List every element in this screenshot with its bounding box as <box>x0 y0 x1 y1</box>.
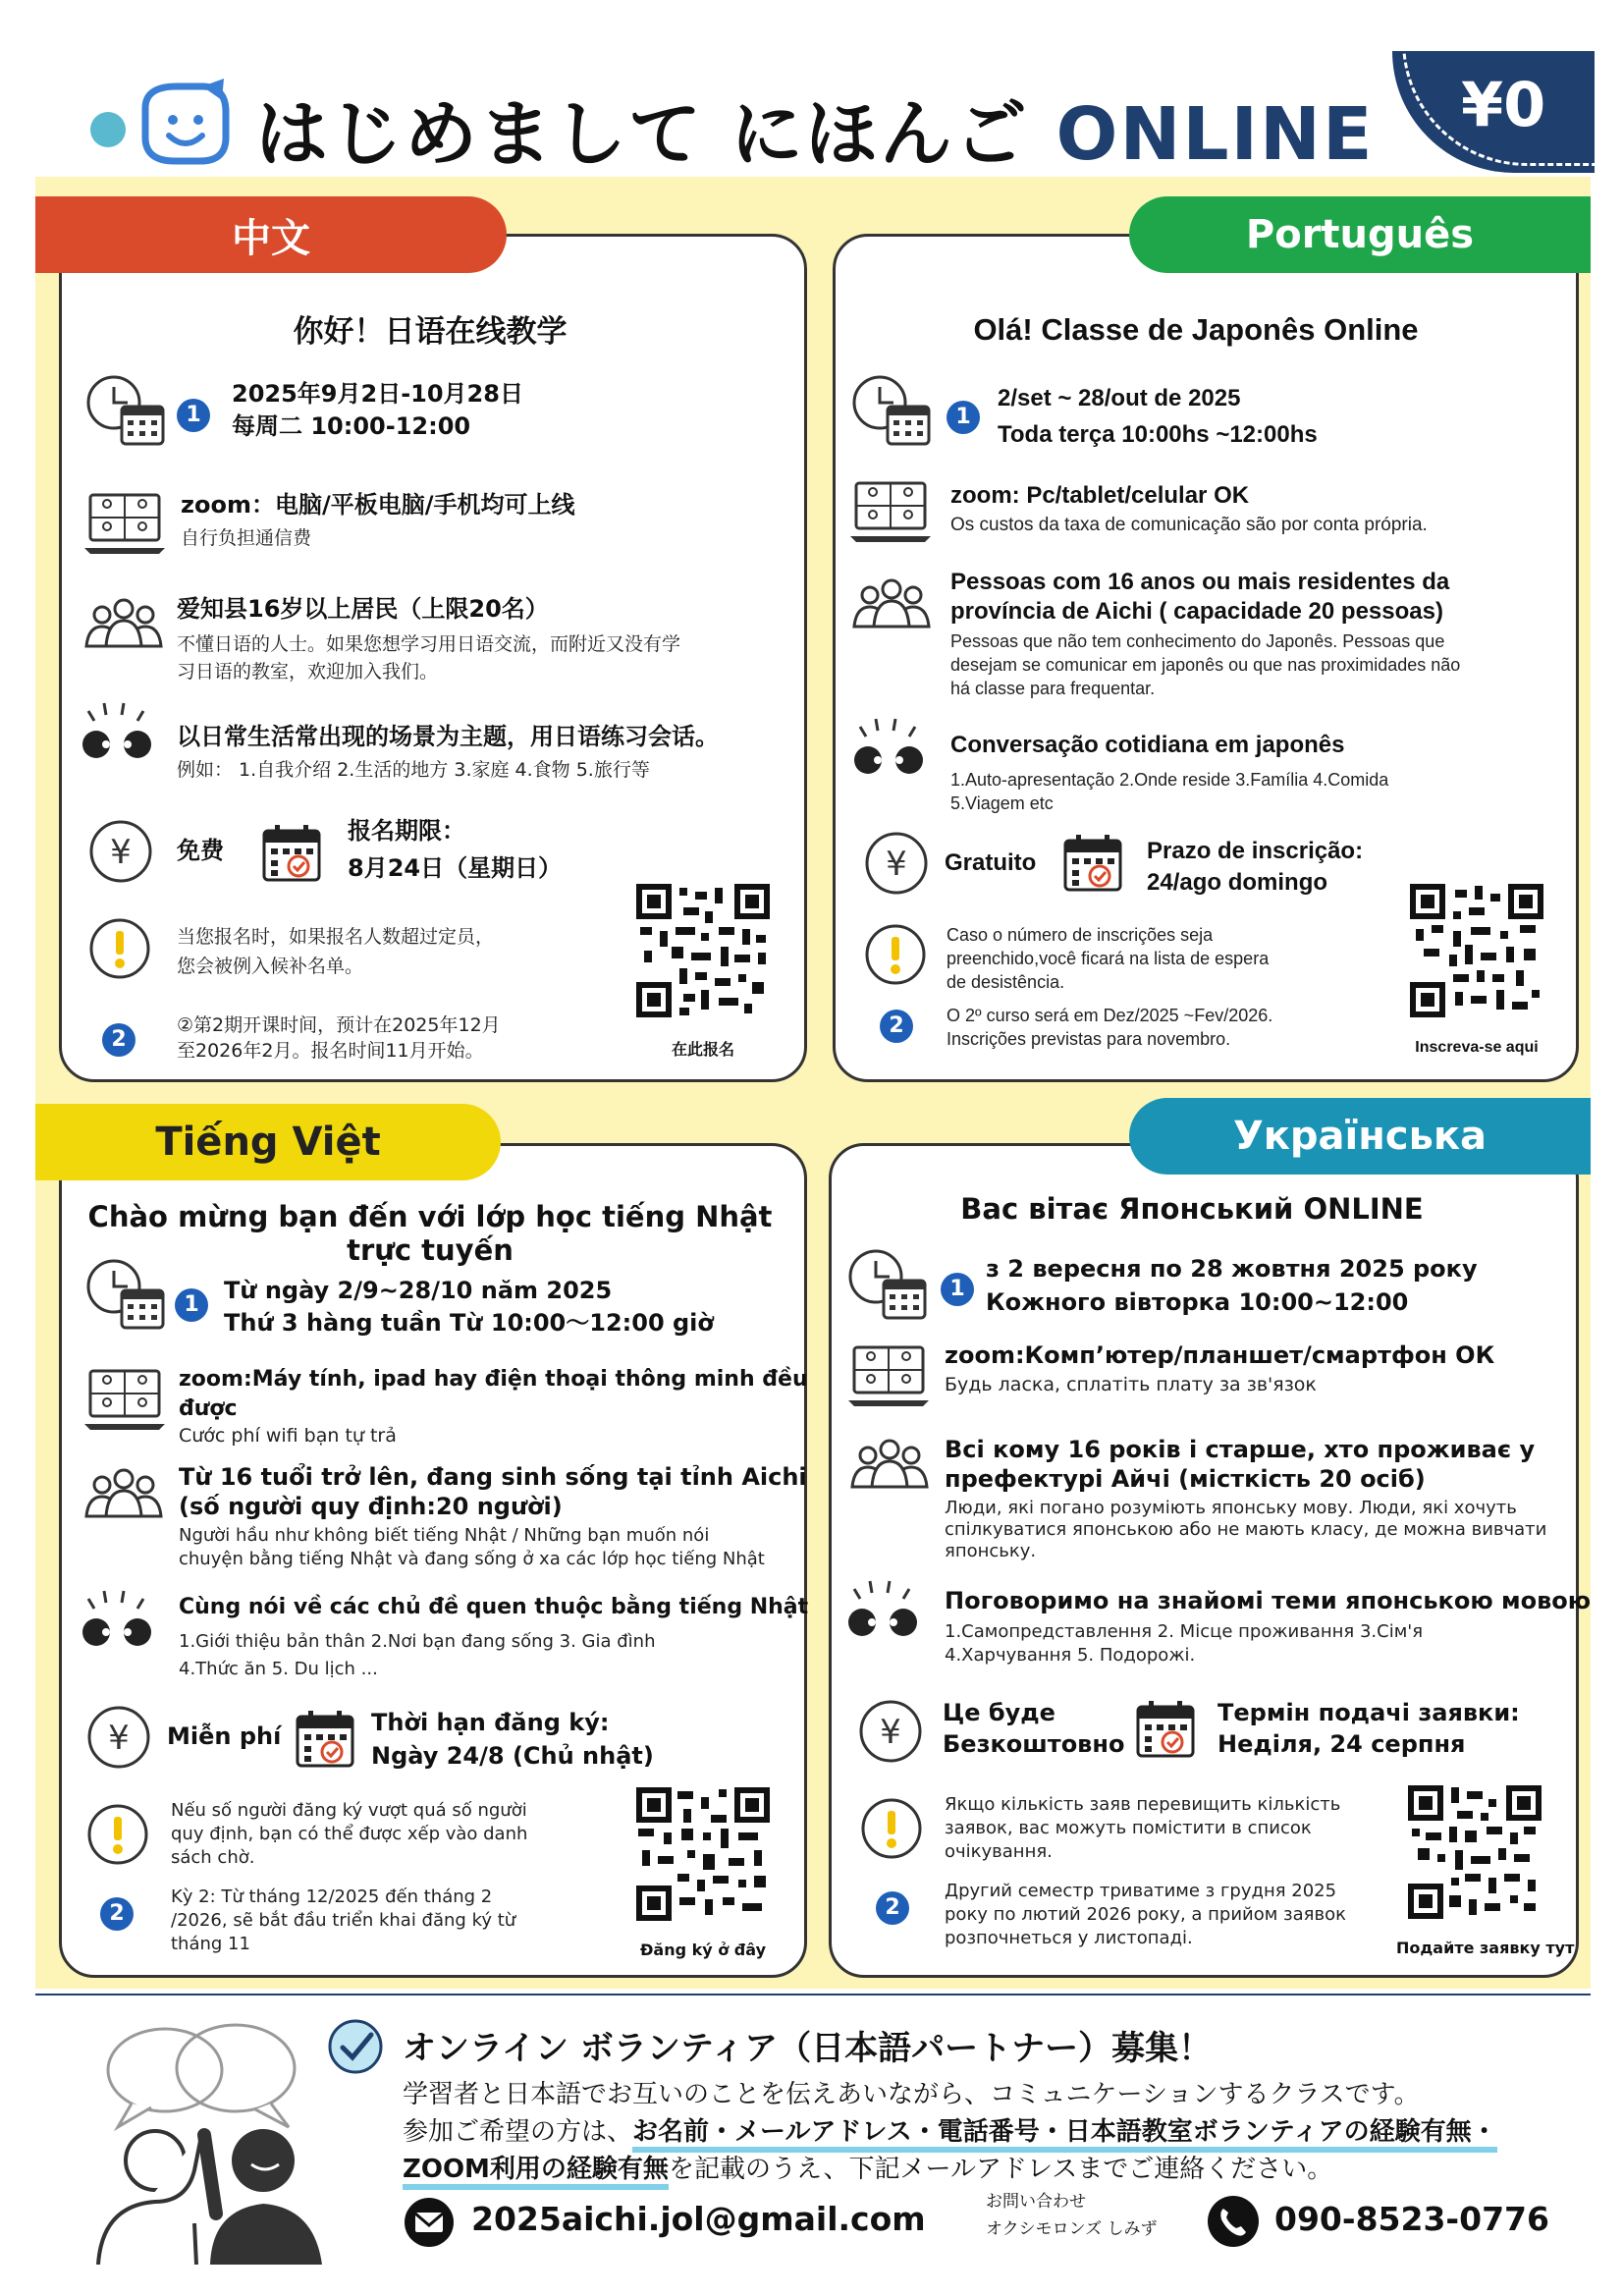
footer-line3-suffix: を記載のうえ、下記メールアドレスまでご連絡ください。 <box>668 2155 1333 2184</box>
conversation-icon <box>75 1585 159 1658</box>
deadline-calendar-icon <box>1135 1699 1196 1762</box>
footer-line2 <box>403 2111 1497 2148</box>
uk-device-sub: Будь ласка, сплатіть плату за зв'язок <box>945 1374 1317 1395</box>
term-1-badge: 1 <box>941 1273 974 1306</box>
footer-zoom-experience: ZOOM利用の経験有無 <box>403 2155 669 2190</box>
vi-title-line1: Chào mừng bạn đến với lớp học tiếng Nhật <box>87 1200 773 1233</box>
contact-email[interactable]: 2025aichi.jol@gmail.com <box>471 2200 926 2238</box>
pt-date-line1: 2/set ~ 28/out de 2025 <box>998 385 1241 411</box>
deadline-calendar-icon <box>295 1709 355 1772</box>
uk-target-sub3: японську. <box>945 1541 1037 1561</box>
calendar-clock-icon <box>850 373 933 452</box>
pt-device-main: zoom: Pc/tablet/celular OK <box>950 482 1250 509</box>
title-japanese: はじめまして にほんご <box>255 92 1029 177</box>
check-circle-icon <box>326 2017 385 2080</box>
term-2-badge: 2 <box>876 1891 909 1925</box>
vi-target-sub1: Người hầu như không biết tiếng Nhật / Những bạn muốn nói <box>179 1525 710 1546</box>
pt-target-sub2: desejam se comunicar em japonês ou que nas proximidades não <box>950 655 1461 675</box>
qr-code-ukrainian[interactable] <box>1408 1785 1542 1919</box>
uk-topic-sub2: 4.Харчування 5. Подорожі. <box>945 1645 1196 1666</box>
title-online: ONLINE <box>1055 92 1375 177</box>
vi-qr-label: Đăng ký ở đây <box>639 1941 766 1959</box>
uk-note1-line1: Якщо кількість заяв перевищить кількість <box>945 1794 1341 1815</box>
uk-target-main2: префектурі Айчі (місткість 20 осіб) <box>945 1465 1426 1493</box>
page-title <box>255 77 1375 181</box>
vi-note1-line3: sách chờ. <box>171 1847 255 1868</box>
uk-note1-line2: заявок, вас можуть помістити в список <box>945 1818 1312 1838</box>
term-2-badge: 2 <box>880 1010 913 1043</box>
footer-line2-prefix: 参加ご希望の方は、 <box>403 2117 633 2147</box>
tab-chinese <box>35 196 507 273</box>
video-meeting-icon <box>850 479 931 548</box>
uk-fee-line2: Безкоштовно <box>943 1730 1125 1758</box>
people-group-icon <box>82 597 165 654</box>
uk-title: Вас вітає Японський ONLINE <box>960 1192 1424 1226</box>
uk-fee-line1: Це буде <box>943 1699 1055 1726</box>
volunteers-illustration <box>79 2013 344 2265</box>
conversation-icon <box>846 713 931 786</box>
yen-icon <box>88 819 153 888</box>
vi-device-sub: Cước phí wifi bạn tự trả <box>179 1425 397 1447</box>
footer-divider <box>35 1994 1591 1995</box>
uk-note2-line2: року по лютий 2026 року, а прийом заявок <box>945 1904 1346 1925</box>
pt-note1-line3: de desistência. <box>947 972 1065 992</box>
term-1-badge: 1 <box>947 401 980 434</box>
zh-deadline-date: 8月24日（星期日） <box>348 854 563 882</box>
zh-fee: 免费 <box>177 837 224 864</box>
logo <box>86 79 234 167</box>
warning-icon <box>860 1797 923 1864</box>
svg-text:¥: ¥ <box>108 1719 130 1758</box>
pt-topic-sub1: 1.Auto-apresentação 2.Onde reside 3.Família 4.Comida <box>950 770 1389 790</box>
term-2-badge: 2 <box>102 1023 135 1057</box>
svg-text:¥: ¥ <box>880 1713 901 1752</box>
qr-code-chinese[interactable] <box>636 884 770 1017</box>
mail-icon <box>403 2196 456 2253</box>
pt-device-sub: Os custos da taxa de comunicação são por conta própria. <box>950 515 1428 535</box>
people-group-icon <box>848 1438 931 1495</box>
footer-line1: 学習者と日本語でお互いのことを伝えあいながら、コミュニケーションするクラスです。 <box>403 2080 1420 2109</box>
zh-target-main: 爱知县16岁以上居民（上限20名） <box>177 595 549 623</box>
pt-target-main1: Pessoas com 16 anos ou mais residentes da <box>950 569 1450 595</box>
yen-icon <box>864 831 929 900</box>
zh-target-sub2: 习日语的教室，欢迎加入我们。 <box>177 661 439 683</box>
pt-topic-sub2: 5.Viagem etc <box>950 793 1054 813</box>
zh-note2-line2: 至2026年2月。报名时间11月开始。 <box>177 1040 484 1062</box>
uk-note1-line3: очікування. <box>945 1841 1053 1862</box>
pt-deadline-date: 24/ago domingo <box>1147 869 1328 896</box>
uk-note2-line1: Другий семестр триватиме з грудня 2025 <box>945 1881 1337 1901</box>
svg-text:¥: ¥ <box>110 833 132 872</box>
zh-note2-line1: ②第2期开课时间，预计在2025年12月 <box>177 1014 501 1036</box>
vi-target-main2: (số người quy định:20 người) <box>179 1493 563 1520</box>
tab-ukrainian <box>1129 1098 1591 1175</box>
zh-device-sub: 自行负担通信费 <box>181 527 312 549</box>
tab-chinese-label: 中文 <box>232 215 310 261</box>
zh-note1-line1: 当您报名时，如果报名人数超过定员， <box>177 926 495 948</box>
vi-device-main1: zoom:Máy tính, ipad hay điện thoại thông minh đều <box>179 1367 808 1392</box>
yen-icon <box>858 1699 923 1768</box>
calendar-clock-icon <box>84 373 167 452</box>
price-badge <box>1392 51 1595 173</box>
vi-deadline-label: Thời hạn đăng ký: <box>371 1709 610 1736</box>
term-1-badge: 1 <box>175 1288 208 1322</box>
uk-target-sub1: Люди, які погано розуміють японську мову. Люди, які хочуть <box>945 1498 1517 1518</box>
price-badge-text: ¥0 <box>1461 69 1546 140</box>
qr-code-portuguese[interactable] <box>1410 884 1543 1017</box>
tab-ukrainian-label: Українська <box>1232 1114 1488 1159</box>
uk-target-main1: Всі кому 16 років і старше, хто проживає у <box>945 1436 1536 1463</box>
zh-deadline-label: 报名期限： <box>348 817 465 845</box>
pt-target-sub1: Pessoas que não tem conhecimento do Japonês. Pessoas que <box>950 631 1445 651</box>
uk-topic-sub1: 1.Самопредставлення 2. Місце проживання 3.Сім'я <box>945 1621 1424 1642</box>
vi-note2-line3: tháng 11 <box>171 1934 250 1954</box>
people-group-icon <box>82 1467 165 1524</box>
term-1-badge: 1 <box>177 399 210 432</box>
contact-phone[interactable]: 090-8523-0776 <box>1274 2200 1549 2238</box>
pt-note1-line1: Caso o número de inscrições seja <box>947 925 1214 945</box>
deadline-calendar-icon <box>261 823 322 886</box>
video-meeting-icon <box>84 491 165 560</box>
uk-qr-label: Подайте заявку тут <box>1396 1939 1575 1957</box>
pt-date-line2: Toda terça 10:00hs ~12:00hs <box>998 421 1318 448</box>
pt-note2-line2: Inscrições previstas para novembro. <box>947 1029 1231 1049</box>
calendar-clock-icon <box>84 1257 167 1336</box>
svg-text:¥: ¥ <box>886 845 907 884</box>
pt-target-sub3: há classe para frequentar. <box>950 679 1156 698</box>
zh-date-line1: 2025年9月2日-10月28日 <box>232 380 523 408</box>
inquiry-name: オクシモロンズ しみず <box>986 2219 1158 2239</box>
uk-note2-line3: розпочнеться у листопаді. <box>945 1928 1193 1948</box>
vi-target-main1: Từ 16 tuổi trở lên, đang sinh sống tại tỉnh Aichi <box>179 1463 807 1491</box>
zh-topic-sub: 例如： 1.自我介绍 2.生活的地方 3.家庭 4.食物 5.旅行等 <box>177 759 650 781</box>
uk-deadline-date: Неділя, 24 серпня <box>1217 1730 1466 1758</box>
vi-date-line2: Thứ 3 hàng tuần Từ 10:00〜12:00 giờ <box>224 1309 714 1337</box>
warning-icon <box>864 923 927 990</box>
vi-deadline-date: Ngày 24/8 (Chủ nhật) <box>371 1742 654 1770</box>
inquiry-label: お問い合わせ <box>986 2192 1086 2212</box>
pt-target-main2: província de Aichi ( capacidade 20 pessoas) <box>950 598 1443 625</box>
video-meeting-icon <box>84 1367 165 1436</box>
warning-icon <box>88 917 151 984</box>
people-group-icon <box>850 577 933 634</box>
zh-note1-line2: 您会被例入候补名单。 <box>177 956 364 977</box>
vi-target-sub2: chuyện bằng tiếng Nhật và đang sống ở xa các lớp học tiếng Nhật <box>179 1549 765 1569</box>
vi-device-main2: được <box>179 1396 238 1421</box>
uk-deadline-label: Термін подачі заявки: <box>1217 1699 1520 1726</box>
pt-note1-line2: preenchido,você ficará na lista de espera <box>947 949 1270 968</box>
uk-date-line2: Кожного вівторка 10:00~12:00 <box>986 1288 1409 1316</box>
calendar-clock-icon <box>846 1247 929 1326</box>
pt-note2-line1: O 2º curso será em Dez/2025 ~Fev/2026. <box>947 1006 1273 1025</box>
pt-qr-label: Inscreva-se aqui <box>1415 1039 1539 1056</box>
vi-note1-line1: Nếu số người đăng ký vượt quá số người <box>171 1800 527 1821</box>
zh-topic-main: 以日常生活常出现的场景为主题，用日语练习会话。 <box>177 723 719 750</box>
tab-vietnamese-label: Tiếng Việt <box>155 1120 381 1165</box>
vi-note2-line1: Kỳ 2: Từ tháng 12/2025 đến tháng 2 <box>171 1886 493 1907</box>
vi-topic-main: Cùng nói về các chủ đề quen thuộc bằng tiếng Nhật <box>179 1595 809 1619</box>
tab-portuguese <box>1129 196 1591 273</box>
conversation-icon <box>75 697 159 770</box>
yen-icon <box>86 1705 151 1774</box>
term-2-badge: 2 <box>100 1897 134 1931</box>
tab-vietnamese <box>35 1104 501 1180</box>
pt-title: Olá! Classe de Japonês Online <box>973 312 1419 347</box>
vi-note1-line2: quy định, bạn có thể được xếp vào danh <box>171 1824 528 1844</box>
zh-title: 你好！日语在线教学 <box>293 314 568 350</box>
zh-device-main: zoom：电脑/平板电脑/手机均可上线 <box>181 491 575 519</box>
vi-fee: Miễn phí <box>167 1722 282 1750</box>
qr-code-vietnamese[interactable] <box>636 1787 770 1921</box>
uk-topic-main: Поговоримо на знайомі теми японською мовою <box>945 1587 1592 1614</box>
uk-device-main: zoom:Комп’ютер/планшет/смартфон ОК <box>945 1341 1495 1369</box>
uk-date-line1: з 2 вересня по 28 жовтня 2025 року <box>986 1255 1478 1283</box>
pt-deadline-label: Prazo de inscrição: <box>1147 838 1364 864</box>
uk-target-sub2: спілкуватися японською або не мають класу, де можна вивчати <box>945 1519 1547 1540</box>
vi-topic-sub2: 4.Thức ăn 5. Du lịch ... <box>179 1659 378 1679</box>
vi-date-line1: Từ ngày 2/9~28/10 năm 2025 <box>224 1277 613 1304</box>
pt-fee: Gratuito <box>945 849 1037 876</box>
deadline-calendar-icon <box>1062 833 1123 896</box>
footer-line3 <box>403 2149 1332 2185</box>
zh-qr-label: 在此报名 <box>671 1040 734 1059</box>
zh-date-line2: 每周二 10:00-12:00 <box>232 412 471 440</box>
footer-required-info: お名前・メールアドレス・電話番号・日本語教室ボランティアの経験有無・ <box>632 2117 1497 2153</box>
zh-target-sub1: 不懂日语的人士。如果您想学习用日语交流，而附近又没有学 <box>177 633 681 655</box>
footer-title: オンライン ボランティア（日本語パートナー）募集！ <box>403 2029 1213 2068</box>
tab-portuguese-label: Português <box>1245 212 1475 257</box>
conversation-icon <box>840 1575 925 1648</box>
vi-topic-sub1: 1.Giới thiệu bản thân 2.Nơi bạn đang sống 3. Gia đình <box>179 1631 656 1652</box>
warning-icon <box>86 1803 149 1870</box>
phone-icon <box>1206 2194 1261 2253</box>
pt-topic-main: Conversação cotidiana em japonês <box>950 732 1345 758</box>
vi-title-line2: trực tuyến <box>347 1233 514 1267</box>
vi-note2-line2: /2026, sẽ bắt đầu triển khai đăng ký từ <box>171 1910 516 1931</box>
video-meeting-icon <box>848 1343 929 1412</box>
